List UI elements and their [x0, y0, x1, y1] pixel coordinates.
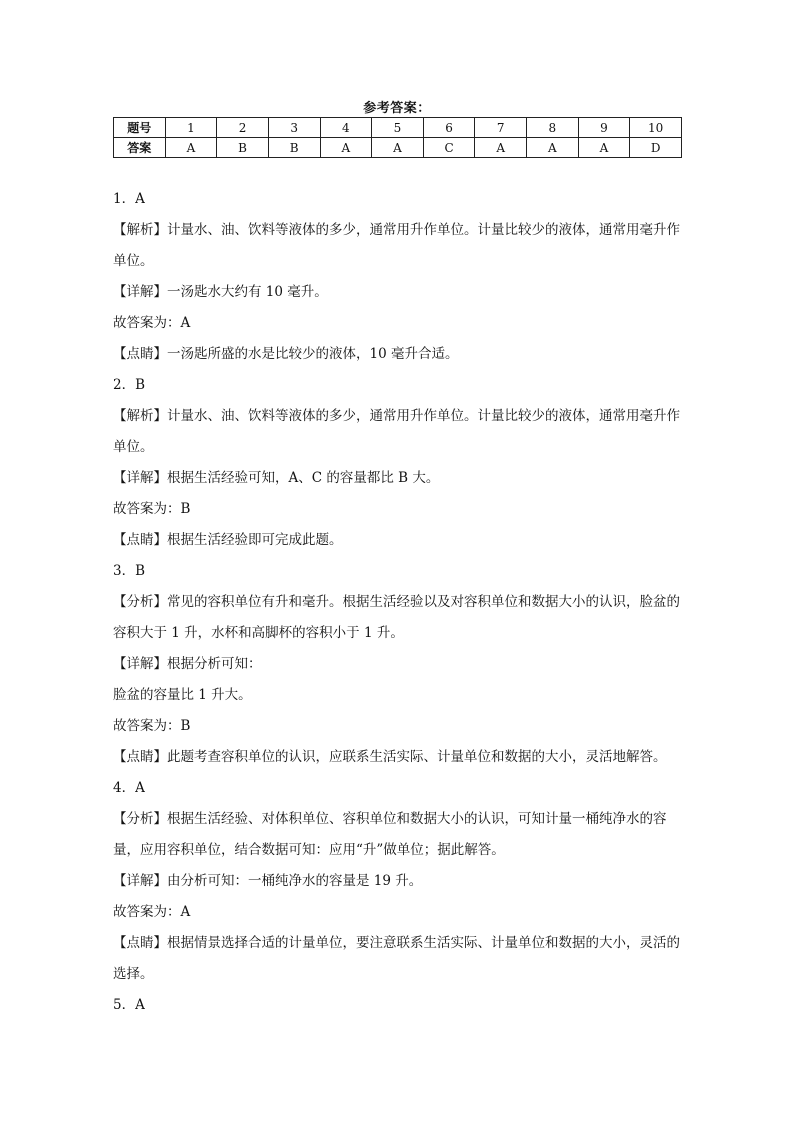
question-1-answer: 1．A — [113, 191, 145, 207]
question-number-cell: 1 — [165, 118, 217, 138]
question-2-answer: 2．B — [113, 377, 146, 393]
question-3-comment: 【点睛】此题考查容积单位的认识，应联系生活实际、计量单位和数据的大小，灵活地解答。 — [113, 749, 667, 765]
answer-cell: B — [217, 138, 269, 158]
question-4-detail: 【详解】由分析可知：一桶纯净水的容量是 19 升。 — [113, 873, 423, 889]
question-3-detail: 【详解】根据分析可知： — [113, 656, 262, 672]
answer-key-heading: 参考答案： — [363, 101, 431, 116]
question-1-analysis: 【解析】计量水、油、饮料等液体的多少，通常用升作单位。计量比较少的液体，通常用毫升作单位。 — [113, 222, 680, 269]
answer-cell: A — [475, 138, 527, 158]
question-number-cell: 9 — [578, 118, 630, 138]
question-3-analysis: 【分析】常见的容积单位有升和毫升。根据生活经验以及对容积单位和数据大小的认识，脸盆的容积大于 1 升，水杯和高脚杯的容积小于 1 升。 — [113, 594, 680, 641]
question-2-final-answer: 故答案为：B — [113, 501, 191, 517]
question-1-detail: 【详解】一汤匙水大约有 10 毫升。 — [113, 284, 328, 300]
question-number-cell: 7 — [475, 118, 527, 138]
question-4-final-answer: 故答案为：A — [113, 904, 191, 920]
question-number-cell: 8 — [527, 118, 579, 138]
question-number-cell: 5 — [372, 118, 424, 138]
row-label-question-number: 题号 — [114, 118, 166, 138]
question-number-cell: 6 — [423, 118, 475, 138]
question-1-comment: 【点睛】一汤匙所盛的水是比较少的液体，10 毫升合适。 — [113, 346, 459, 362]
answer-cell: D — [630, 138, 682, 158]
answer-cell: A — [578, 138, 630, 158]
answer-table — [113, 117, 682, 158]
answer-cell: B — [268, 138, 320, 158]
question-1-final-answer: 故答案为：A — [113, 315, 191, 331]
question-number-cell: 2 — [217, 118, 269, 138]
question-3-detail-continued: 脸盆的容量比 1 升大。 — [113, 687, 252, 703]
explanations — [113, 184, 688, 1021]
answer-cell: C — [423, 138, 475, 158]
question-3-answer: 3．B — [113, 563, 146, 579]
answer-row — [114, 138, 682, 158]
question-2-comment: 【点睛】根据生活经验即可完成此题。 — [113, 532, 343, 548]
question-2-detail: 【详解】根据生活经验可知，A、C 的容量都比 B 大。 — [113, 470, 440, 486]
answer-cell: A — [372, 138, 424, 158]
question-number-row — [114, 118, 682, 138]
answer-cell: A — [527, 138, 579, 158]
question-number-cell: 10 — [630, 118, 682, 138]
answer-cell: A — [320, 138, 372, 158]
question-number-cell: 3 — [268, 118, 320, 138]
question-2-analysis: 【解析】计量水、油、饮料等液体的多少，通常用升作单位。计量比较少的液体，通常用毫升作单位。 — [113, 408, 680, 455]
question-4-comment: 【点睛】根据情景选择合适的计量单位，要注意联系生活实际、计量单位和数据的大小，灵活的选择。 — [113, 935, 680, 982]
question-3-final-answer: 故答案为：B — [113, 718, 191, 734]
answer-cell: A — [165, 138, 217, 158]
question-number-cell: 4 — [320, 118, 372, 138]
question-4-analysis: 【分析】根据生活经验、对体积单位、容积单位和数据大小的认识，可知计量一桶纯净水的容量，应用容积单位，结合数据可知：应用“升”做单位；据此解答。 — [113, 811, 667, 858]
question-4-answer: 4．A — [113, 780, 145, 796]
row-label-answer: 答案 — [114, 138, 166, 158]
question-5-answer: 5．A — [113, 997, 145, 1013]
